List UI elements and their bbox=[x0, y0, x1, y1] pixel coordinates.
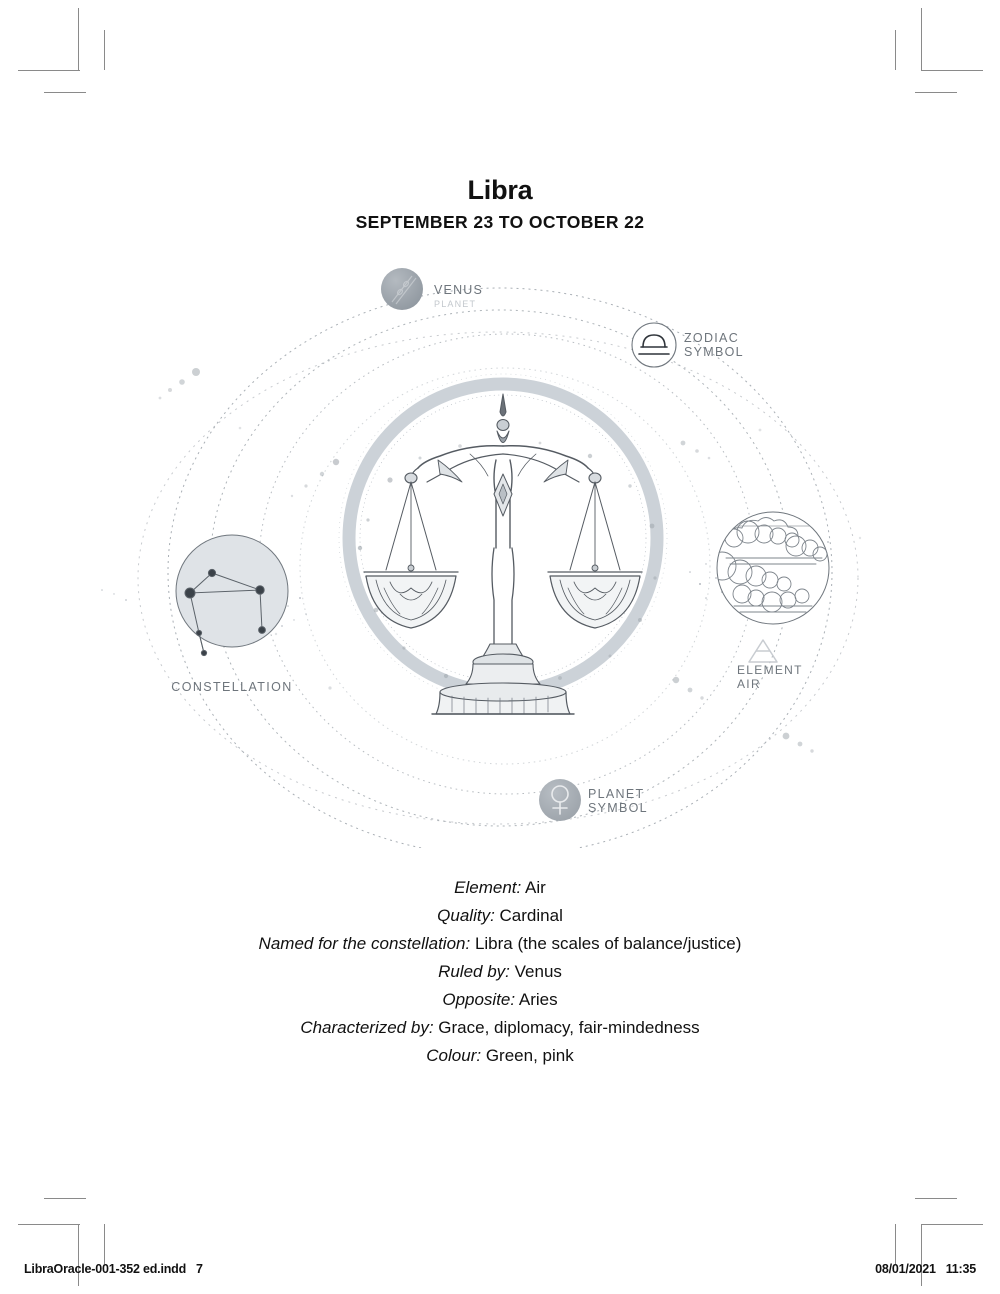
diagram-node-venus-planet[interactable] bbox=[381, 268, 483, 310]
attribute-key: Colour: bbox=[426, 1046, 482, 1065]
footer-page-number: 7 bbox=[196, 1262, 203, 1276]
crop-mark-line bbox=[921, 70, 983, 71]
date-range: SEPTEMBER 23 TO OCTOBER 22 bbox=[355, 211, 645, 232]
air-triangle-glyph-icon bbox=[749, 640, 777, 662]
crop-mark-line bbox=[921, 1224, 983, 1225]
attribute-key: Opposite: bbox=[442, 990, 516, 1009]
attribute-row bbox=[0, 1042, 1000, 1070]
diagram-node-element[interactable] bbox=[708, 512, 829, 691]
diagram-node-constellation[interactable] bbox=[171, 535, 292, 694]
attribute-row bbox=[0, 986, 1000, 1014]
attribute-value: Venus bbox=[514, 962, 562, 981]
attribute-row bbox=[0, 902, 1000, 930]
crop-mark-tick bbox=[44, 1198, 86, 1199]
attribute-value: Air bbox=[525, 878, 546, 897]
crop-mark-tick bbox=[895, 1224, 896, 1264]
crop-mark-tick bbox=[44, 92, 86, 93]
planet-symbol-label-secondary: SYMBOL bbox=[588, 801, 648, 815]
footer-timestamp bbox=[875, 1262, 976, 1276]
attribute-key: Ruled by: bbox=[438, 962, 510, 981]
diagram-node-zodiac-symbol[interactable] bbox=[632, 323, 744, 367]
footer-file-name: LibraOracle-001-352 ed.indd bbox=[24, 1262, 187, 1276]
crop-mark-tick bbox=[895, 30, 896, 70]
crop-mark-line bbox=[18, 1224, 80, 1225]
crop-mark-line bbox=[18, 70, 80, 71]
attribute-row bbox=[0, 958, 1000, 986]
attribute-value: Libra (the scales of balance/justice) bbox=[474, 934, 742, 953]
constellation-label: CONSTELLATION bbox=[171, 680, 293, 694]
attribute-value: Grace, diplomacy, fair-mindedness bbox=[438, 1018, 700, 1037]
crop-mark-tick bbox=[915, 1198, 957, 1199]
attribute-key: Quality: bbox=[437, 906, 495, 925]
planet-symbol-label-primary: PLANET bbox=[588, 787, 645, 801]
zodiac-symbol-circle bbox=[632, 323, 676, 367]
attribute-row bbox=[0, 1014, 1000, 1042]
crop-mark-tick bbox=[104, 1224, 105, 1264]
venus-planet-label-primary: VENUS bbox=[434, 283, 484, 297]
attribute-row bbox=[0, 874, 1000, 902]
zodiac-symbol-label-primary: ZODIAC bbox=[684, 331, 740, 345]
diagram-node-planet-symbol[interactable] bbox=[539, 779, 648, 821]
attribute-key: Named for the constellation: bbox=[258, 934, 471, 953]
crop-mark-line bbox=[78, 8, 79, 70]
page-heading bbox=[0, 176, 1000, 233]
footer-file-info bbox=[24, 1262, 203, 1276]
attribute-value: Aries bbox=[518, 990, 558, 1009]
footer-date: 08/01/2021 bbox=[875, 1262, 936, 1276]
zodiac-symbol-label-secondary: SYMBOL bbox=[684, 345, 744, 359]
page-title: Libra bbox=[467, 175, 533, 205]
crop-mark-line bbox=[921, 8, 922, 70]
crop-mark-tick bbox=[104, 30, 105, 70]
footer-time: 11:35 bbox=[945, 1262, 976, 1276]
scales-illustration bbox=[364, 394, 642, 714]
element-label-primary: ELEMENT bbox=[737, 663, 803, 677]
element-label-secondary: AIR bbox=[737, 677, 761, 691]
attributes-list bbox=[0, 874, 1000, 1070]
attribute-row bbox=[0, 930, 1000, 958]
crop-mark-line bbox=[78, 1224, 79, 1286]
attribute-key: Element: bbox=[454, 878, 522, 897]
attribute-value: Cardinal bbox=[499, 906, 563, 925]
crop-mark-tick bbox=[915, 92, 957, 93]
attribute-value: Green, pink bbox=[485, 1046, 574, 1065]
crop-mark-line bbox=[921, 1224, 922, 1286]
zodiac-diagram bbox=[0, 248, 1000, 848]
attribute-key: Characterized by: bbox=[300, 1018, 434, 1037]
venus-planet-label-secondary: PLANET bbox=[434, 299, 477, 309]
